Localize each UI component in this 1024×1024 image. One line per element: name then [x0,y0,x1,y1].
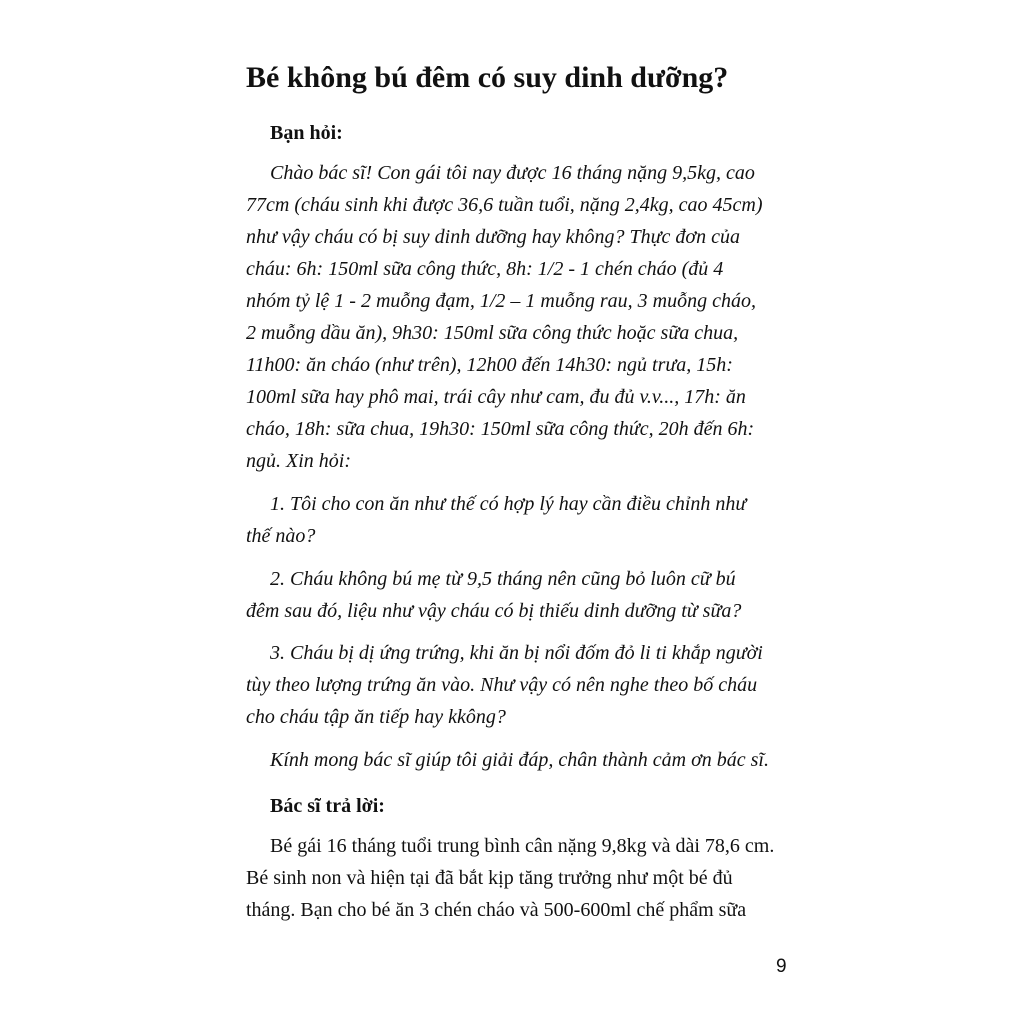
question-item-line: 1. Tôi cho con ăn như thế có hợp lý hay cần điều chỉnh như [270,493,747,515]
answer-line: tháng. Bạn cho bé ăn 3 chén cháo và 500-600ml chế phẩm sữa [246,899,747,921]
question-item-line: tùy theo lượng trứng ăn vào. Như vậy có nên nghe theo bố cháu [246,674,758,696]
page-title: Bé không bú đêm có suy dinh dưỡng? [246,61,729,94]
question-intro-line: 100ml sữa hay phô mai, trái cây như cam, đu đủ v.v..., 17h: ăn [246,386,746,408]
answer-heading: Bác sĩ trả lời: [270,795,385,817]
question-intro-line: như vậy cháu có bị suy dinh dưỡng hay không? Thực đơn của [246,226,740,248]
page-number: 9 [776,956,787,977]
question-intro-line: ngủ. Xin hỏi: [246,450,351,472]
question-closing: Kính mong bác sĩ giúp tôi giải đáp, chân thành cảm ơn bác sĩ. [270,749,769,771]
question-item-line: đêm sau đó, liệu như vậy cháu có bị thiếu dinh dưỡng từ sữa? [246,600,742,622]
question-item-line: 2. Cháu không bú mẹ từ 9,5 tháng nên cũng bỏ luôn cữ bú [270,568,736,590]
question-intro-line: 11h00: ăn cháo (như trên), 12h00 đến 14h30: ngủ trưa, 15h: [246,354,733,376]
question-item-line: 3. Cháu bị dị ứng trứng, khi ăn bị nổi đốm đỏ li ti khắp người [270,642,763,664]
question-intro-line: Chào bác sĩ! Con gái tôi nay được 16 tháng nặng 9,5kg, cao [270,162,755,184]
question-heading: Bạn hỏi: [270,122,343,144]
answer-line: Bé gái 16 tháng tuổi trung bình cân nặng 9,8kg và dài 78,6 cm. [270,835,775,857]
question-intro-line: 2 muỗng dầu ăn), 9h30: 150ml sữa công thức hoặc sữa chua, [246,322,739,344]
question-intro-line: nhóm tỷ lệ 1 - 2 muỗng đạm, 1/2 – 1 muỗng rau, 3 muỗng cháo, [246,290,756,312]
answer-line: Bé sinh non và hiện tại đã bắt kịp tăng trưởng như một bé đủ [246,867,733,889]
question-item-line: cho cháu tập ăn tiếp hay kkông? [246,706,506,728]
question-intro-line: cháu: 6h: 150ml sữa công thức, 8h: 1/2 - 1 chén cháo (đủ 4 [246,258,724,280]
question-intro-line: 77cm (cháu sinh khi được 36,6 tuần tuổi, nặng 2,4kg, cao 45cm) [246,194,763,216]
question-item-line: thế nào? [246,525,316,547]
question-intro-line: cháo, 18h: sữa chua, 19h30: 150ml sữa công thức, 20h đến 6h: [246,418,755,440]
